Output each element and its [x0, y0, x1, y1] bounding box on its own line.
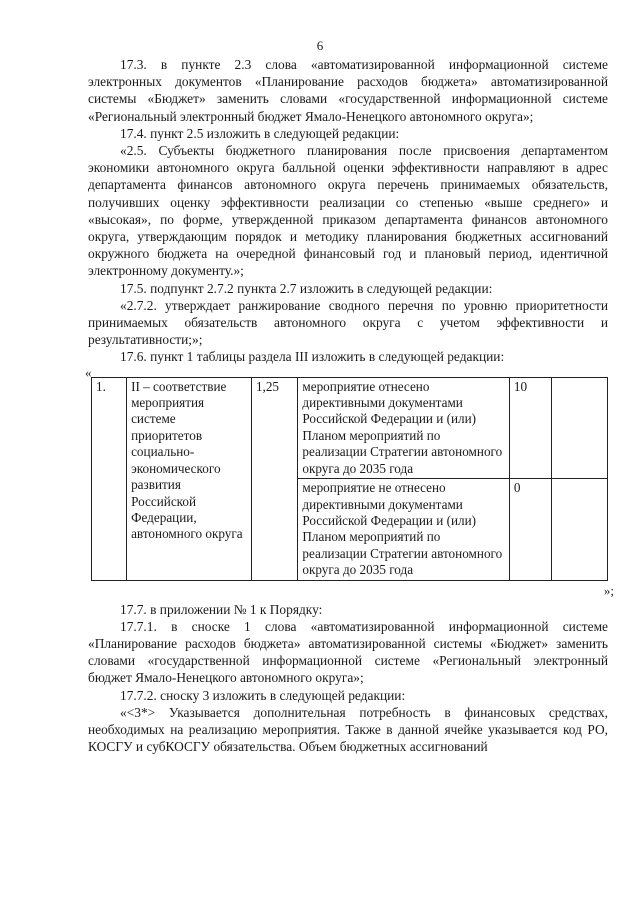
weight-coefficient: 1,25 — [251, 377, 297, 580]
paragraph-2-5: «2.5. Субъекты бюджетного планирования после присвоения департаментом экономики автономного округа балльной оценки эффективности направляют в адрес департамента финансов автономного округа перечень принимаемых обязательств, получивших оценку эффективности реализации со степенью «выше среднего» и «высокая», по форме, утвержденной приказом департамента финансов автономного округа, утверждающим порядок и методику планирования бюджетных ассигнований окружного бюджета на очередной финансовый год и плановый период, идентичной электронному документу.»; — [88, 143, 608, 279]
paragraph-17-4: 17.4. пункт 2.5 изложить в следующей редакции: — [120, 125, 400, 141]
paragraph-17-3: 17.3. в пункте 2.3 слова «автоматизированной информационной системе электронных документов «Планирование расходов бюджета» автоматизированной системы «Бюджет» заменить словами «государственной информационной системе «Региональный электронный бюджет Ямало-Ненецкого автономного округа»; — [88, 57, 608, 124]
empty-cell — [552, 377, 608, 478]
paragraph-17-6: 17.6. пункт 1 таблицы раздела III изложить в следующей редакции: — [120, 349, 505, 365]
criteria-table — [91, 377, 608, 581]
criterion-group-name: II – соответствие мероприятия системе приоритетов социально-экономического развития Российской Федерации, автономного округа — [127, 377, 252, 580]
table-open-quote: « — [85, 364, 92, 380]
criterion-text: мероприятие не отнесено директивными документами Российской Федерации и (или) Планом мероприятий по реализации Стратегии автономного округа до 2035 года — [298, 479, 510, 580]
score-value: 0 — [509, 479, 551, 580]
paragraph-17-7-2: 17.7.2. сноску 3 изложить в следующей редакции: — [120, 687, 406, 703]
score-value: 10 — [509, 377, 551, 478]
criterion-text: мероприятие отнесено директивными документами Российской Федерации и (или) Планом мероприятий по реализации Стратегии автономного округа до 2035 года — [298, 377, 510, 478]
table-row — [92, 377, 608, 478]
paragraph-17-7: 17.7. в приложении № 1 к Порядку: — [120, 601, 323, 617]
empty-cell — [552, 479, 608, 580]
item-number: 1. — [92, 377, 127, 580]
paragraph-footnote-3: «<3*> Указывается дополнительная потребность в финансовых средствах, необходимых на реализацию мероприятия. Также в данной ячейке указывается код РО, КОСГУ и субКОСГУ обязательства. Объем бюджетных ассигнований — [88, 704, 608, 755]
page-number: 6 — [316, 38, 324, 53]
paragraph-2-7-2: «2.7.2. утверждает ранжирование сводного перечня по уровню приоритетности принимаемых обязательств автономного округа с учетом эффективности и результативности;»; — [88, 297, 608, 348]
paragraph-17-7-1: 17.7.1. в сноске 1 слова «автоматизированной информационной системе «Планирование расходов бюджета» автоматизированной системы «Бюджет» заменить словами «государственной информационной системе «Региональный электронный бюджет Ямало-Ненецкого автономного округа»; — [88, 618, 608, 686]
paragraph-17-5: 17.5. подпункт 2.7.2 пункта 2.7 изложить в следующей редакции: — [120, 280, 493, 296]
table-close-quote: »; — [603, 582, 614, 598]
document-body — [85, 56, 614, 755]
